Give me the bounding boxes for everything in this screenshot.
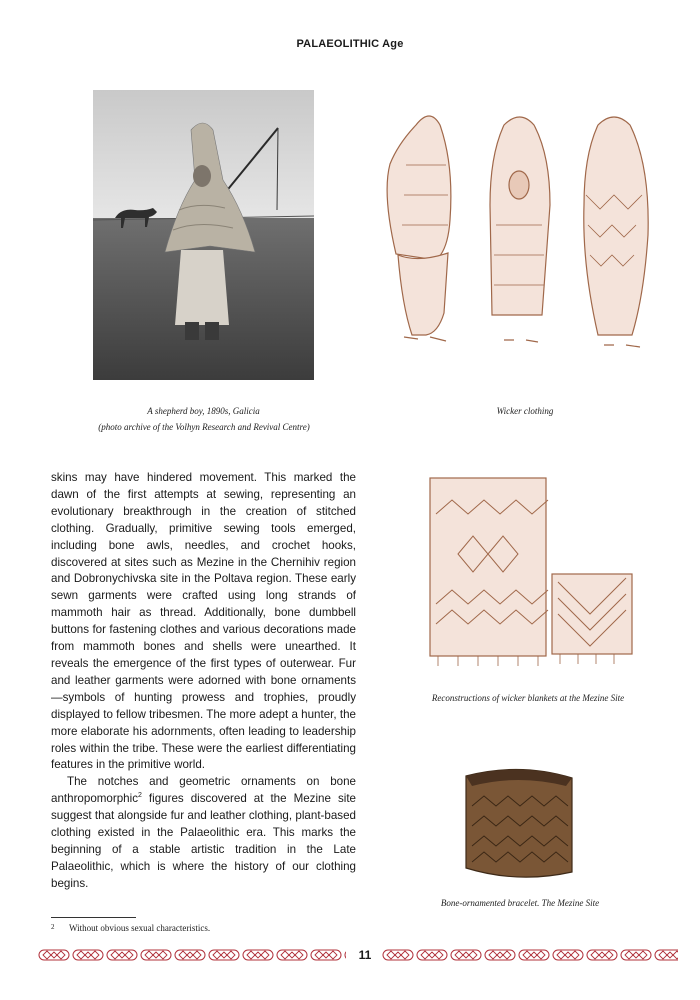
wicker-blankets-caption: Reconstructions of wicker blankets at the Mezine Site xyxy=(431,693,625,703)
body-text xyxy=(51,470,356,893)
shepherd-caption-source xyxy=(30,419,378,435)
footnote-text: Without obvious sexual characteristics. xyxy=(69,923,211,933)
paragraph-2 xyxy=(51,774,356,892)
ornament-border-left xyxy=(38,947,346,963)
paragraph-2-start: The notches and geometric ornaments on bone anthropomorphic xyxy=(51,775,356,806)
wicker-clothing-illustration xyxy=(376,105,666,370)
wicker-blankets-illustration xyxy=(428,474,638,669)
footnote-number: 2 xyxy=(51,923,55,931)
bracelet-caption: Bone-ornamented bracelet. The Mezine Site xyxy=(440,898,600,908)
ornament-border-right xyxy=(382,947,678,963)
shepherd-boy-photo xyxy=(93,90,314,380)
running-header: PALAEOLITHIC Age xyxy=(296,38,404,50)
paragraph-2-end: figures discovered at the Mezine site suggest that alongside fur and leather clothing, plant-based clothing existed in the Palaeolithic era. This marks the beginning of a stable artistic tradition in the Late Palaeolithic, which is where the history of our clothing begins. xyxy=(51,792,356,890)
paragraph-1: skins may have hindered movement. This marked the dawn of the first attempts at sewing, representing an evolutionary breakthrough in the creation of stitched clothing. Gradually, primitive sewing tools emerged, including bone awls, needles, and crochet hooks, discovered at sites such as Mezine in the Chernihiv region and Dobronychivska site in the Poltava region. These early sewn garments were crafted using long strands of mammoth hair as thread. Additionally, bone dumbbell buttons for fastening clothes and various decorations made from mammoth bones and shells were unearthed. It reveals the emergence of the first types of outerwear. Fur and leather garments were adorned with bone ornaments—symbols of hunting prowess and trophies, proudly displayed to fellow tribesmen. The more adept a hunter, the more elaborate his adornments, often leading to leadership roles within the tribe. These were the earliest differentiating features in the primitive world. xyxy=(51,471,356,772)
shepherd-caption-line1: A shepherd boy, 1890s, Galicia xyxy=(147,406,260,416)
wicker-clothing-caption: Wicker clothing xyxy=(496,406,554,416)
shepherd-caption xyxy=(93,403,314,419)
page-number: 11 xyxy=(358,948,372,962)
footnote xyxy=(51,923,371,933)
shepherd-caption-line2: (photo archive of the Volhyn Research and Revival Centre) xyxy=(98,422,310,432)
bone-bracelet-photo xyxy=(460,756,578,886)
footnote-rule xyxy=(51,917,136,918)
footnote-ref[interactable]: 2 xyxy=(138,792,142,800)
